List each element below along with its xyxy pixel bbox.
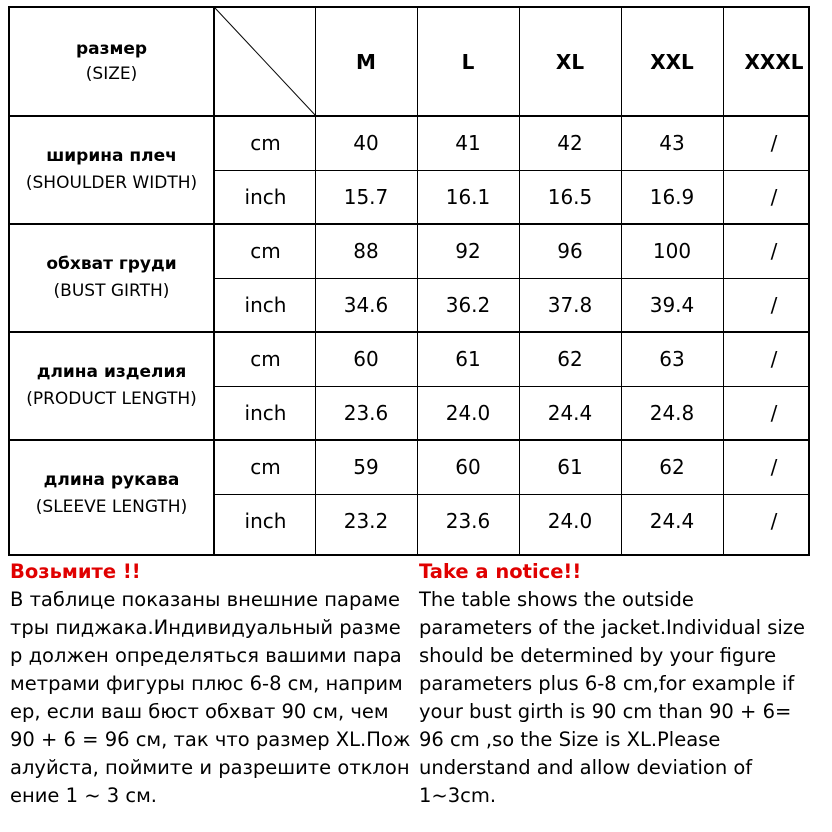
value-cell: 59 — [353, 455, 379, 479]
size-col-header-xxxl: XXXL — [744, 50, 804, 74]
size-header-ru: размер — [75, 39, 148, 59]
value-cell: 16.1 — [445, 185, 491, 209]
value-cell: 24.8 — [649, 401, 695, 425]
value-cell: 24.4 — [649, 509, 695, 533]
value-cell: 100 — [652, 239, 692, 263]
size-table — [8, 6, 810, 556]
notice-en-line: parameters plus 6-8 cm,for example if — [419, 672, 795, 695]
value-cell: 39.4 — [649, 293, 695, 317]
col-divider — [621, 8, 622, 556]
group-label-cell — [10, 116, 213, 224]
diagonal-divider — [215, 8, 316, 116]
col-divider-label — [213, 8, 215, 556]
value-cell: 60 — [353, 347, 379, 371]
value-cell: 16.5 — [547, 185, 593, 209]
notice-ru-line: алуйста, поймите и разрешите отклон — [10, 756, 410, 779]
value-cell: 23.6 — [445, 509, 491, 533]
value-cell: 36.2 — [445, 293, 491, 317]
size-header-cell — [10, 8, 213, 116]
notice-ru-line: ение 1 ~ 3 см. — [10, 784, 157, 807]
notice-en-line: your bust girth is 90 cm than 90 + 6= — [419, 700, 792, 723]
value-cell: / — [770, 347, 778, 371]
size-col-header-xxl: XXL — [650, 50, 694, 74]
value-cell: 24.0 — [547, 509, 593, 533]
group-label-ru: длина изделия — [36, 362, 187, 382]
unit-cell: inch — [244, 509, 287, 533]
group-label-ru: обхват груди — [46, 254, 177, 274]
group-label-ru: длина рукава — [43, 470, 180, 490]
group-divider — [10, 115, 810, 117]
value-cell: 61 — [557, 455, 583, 479]
notice-en-line: understand and allow deviation of — [419, 756, 753, 779]
value-cell: 61 — [455, 347, 481, 371]
group-label-en: (SLEEVE LENGTH) — [35, 497, 188, 517]
size-col-header-l: L — [461, 50, 475, 74]
col-divider — [417, 8, 418, 556]
notice-en-line: parameters of the jacket.Individual size — [419, 616, 806, 639]
value-cell: 96 — [557, 239, 583, 263]
group-label-en: (BUST GIRTH) — [53, 281, 170, 301]
value-cell: 63 — [659, 347, 685, 371]
col-divider-unit — [315, 8, 316, 556]
value-cell: / — [770, 509, 778, 533]
size-header-en: (SIZE) — [85, 64, 138, 84]
unit-cell: inch — [244, 401, 287, 425]
col-divider — [519, 8, 520, 556]
value-cell: 34.6 — [343, 293, 389, 317]
group-divider — [10, 439, 810, 441]
unit-cell: inch — [244, 293, 287, 317]
group-divider — [10, 331, 810, 333]
group-label-cell — [10, 224, 213, 332]
value-cell: 62 — [659, 455, 685, 479]
value-cell: 37.8 — [547, 293, 593, 317]
value-cell: 40 — [353, 131, 379, 155]
value-cell: 62 — [557, 347, 583, 371]
notice-en-line: 1~3cm. — [419, 784, 497, 807]
notice-ru-line: тры пиджака.Индивидуальный разме — [10, 616, 401, 639]
value-cell: / — [770, 131, 778, 155]
value-cell: / — [770, 239, 778, 263]
value-cell: 16.9 — [649, 185, 695, 209]
value-cell: 23.6 — [343, 401, 389, 425]
size-col-header-m: M — [356, 50, 376, 74]
size-col-header-xl: XL — [555, 50, 585, 74]
notice-ru-line: В таблице показаны внешние параме — [10, 588, 401, 611]
notice-ru-line: 90 + 6 = 96 см, так что размер XL.Пож — [10, 728, 411, 751]
value-cell: 41 — [455, 131, 481, 155]
unit-cell: cm — [250, 347, 281, 371]
value-cell: 60 — [455, 455, 481, 479]
unit-cell: cm — [250, 239, 281, 263]
group-label-cell — [10, 332, 213, 440]
value-cell: 15.7 — [343, 185, 389, 209]
value-cell: 24.0 — [445, 401, 491, 425]
unit-cell: cm — [250, 131, 281, 155]
group-label-ru: ширина плеч — [46, 146, 177, 166]
unit-cell: cm — [250, 455, 281, 479]
notice-en — [419, 558, 829, 810]
notice-en-line: should be determined by your figure — [419, 644, 777, 667]
value-cell: 92 — [455, 239, 481, 263]
group-label-cell — [10, 440, 213, 548]
unit-cell: inch — [244, 185, 287, 209]
notice-ru-line: р должен определяться вашими пара — [10, 644, 402, 667]
notice-ru-line: ер, если ваш бюст обхват 90 см, чем — [10, 700, 389, 723]
value-cell: 23.2 — [343, 509, 389, 533]
notice-ru-line: метрами фигуры плюс 6-8 см, наприм — [10, 672, 403, 695]
notice-en-title: Take a notice!! — [419, 560, 582, 583]
notice-ru-title: Возьмите !! — [10, 560, 141, 583]
notice-en-line: The table shows the outside — [419, 588, 694, 611]
value-cell: 43 — [659, 131, 685, 155]
value-cell: 88 — [353, 239, 379, 263]
notice-en-line: 96 cm ,so the Size is XL.Please — [419, 728, 721, 751]
value-cell: 42 — [557, 131, 583, 155]
group-label-en: (PRODUCT LENGTH) — [26, 389, 197, 409]
value-cell: / — [770, 293, 778, 317]
group-divider — [10, 223, 810, 225]
col-divider — [723, 8, 724, 556]
value-cell: / — [770, 401, 778, 425]
group-label-en: (SHOULDER WIDTH) — [25, 173, 198, 193]
notice-ru — [10, 558, 410, 810]
value-cell: 24.4 — [547, 401, 593, 425]
value-cell: / — [770, 455, 778, 479]
value-cell: / — [770, 185, 778, 209]
